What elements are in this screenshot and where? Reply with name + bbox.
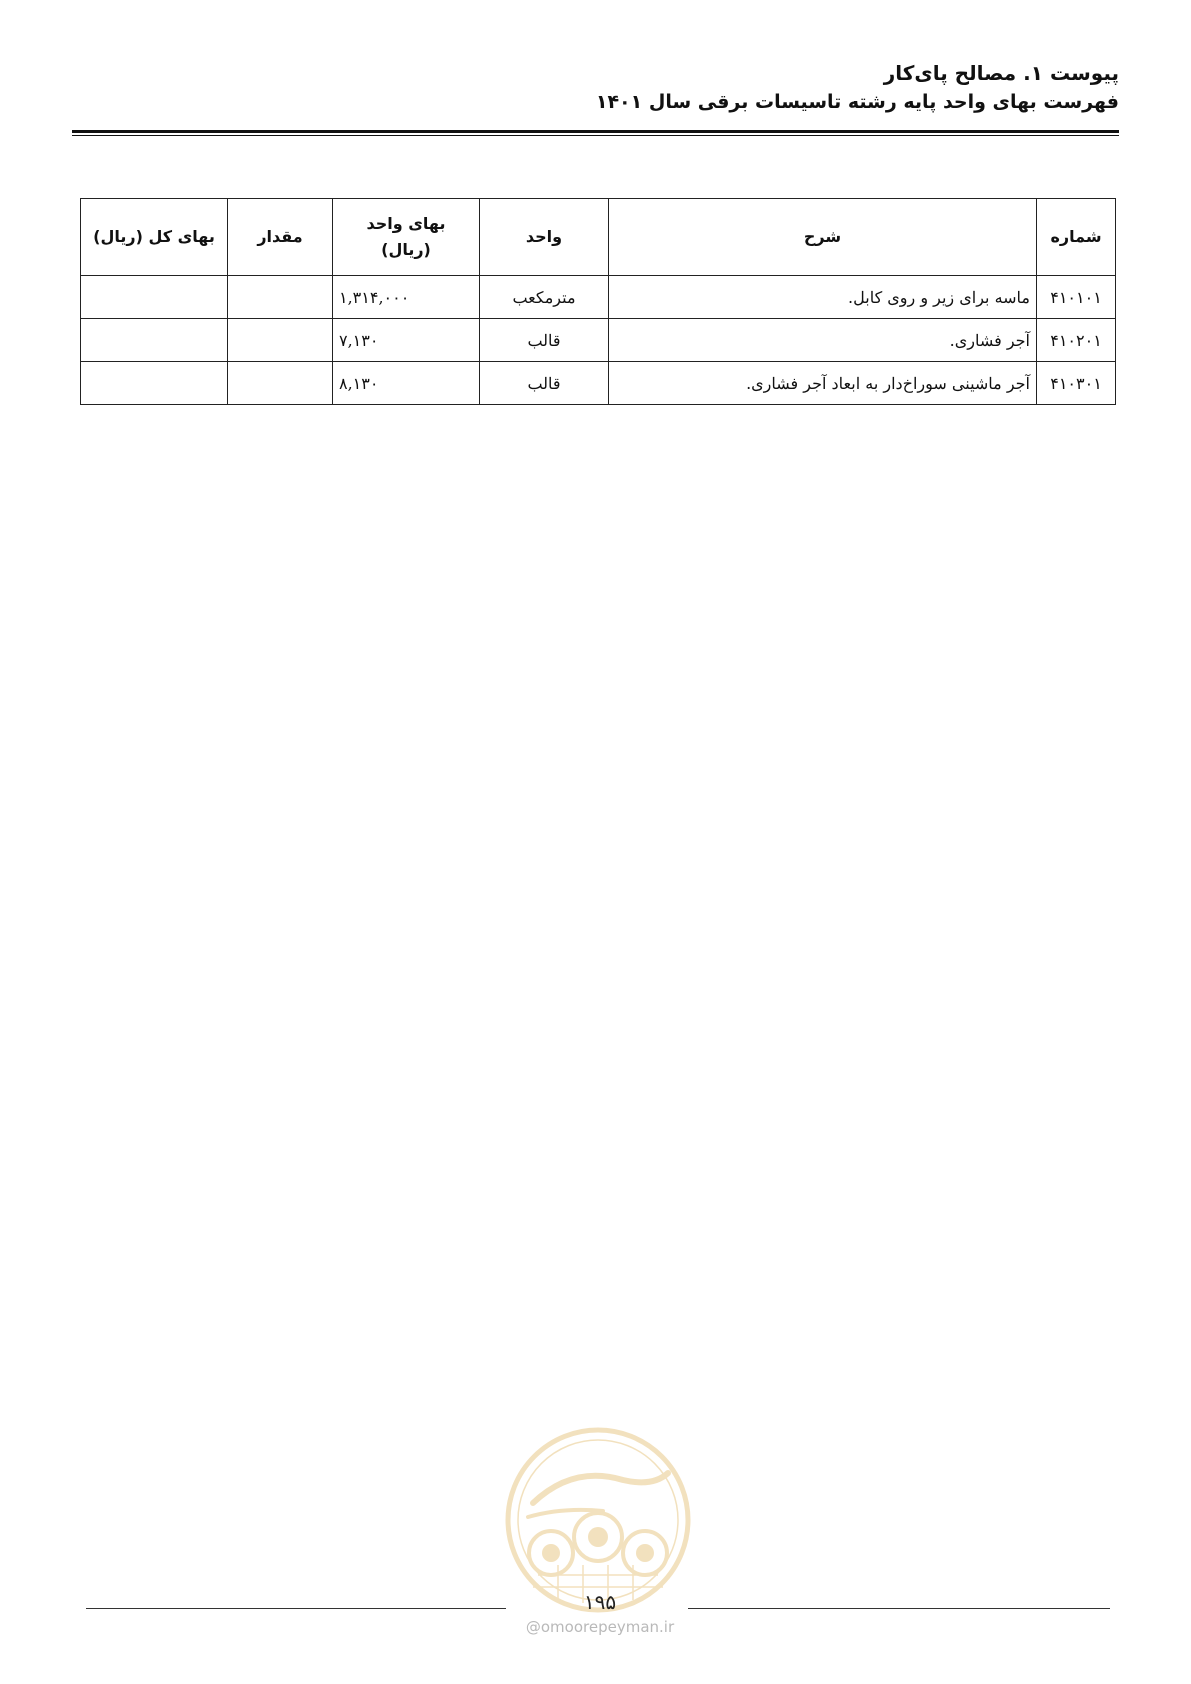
header-description: شرح	[609, 199, 1037, 276]
cell-unit-price: ۱,۳۱۴,۰۰۰	[333, 276, 480, 319]
table-row	[81, 362, 1116, 405]
website-watermark: @omoorepeyman.ir	[525, 1618, 675, 1636]
table-header-row	[81, 199, 1116, 276]
header-rule-thin	[72, 135, 1119, 136]
header-unit-price-label: بهای واحد	[366, 214, 446, 233]
cell-description: آجر فشاری.	[609, 319, 1037, 362]
header-total-price: بهای کل (ریال)	[81, 199, 228, 276]
cell-quantity	[228, 319, 333, 362]
table-row	[81, 276, 1116, 319]
cell-total-price	[81, 276, 228, 319]
cell-unit: مترمکعب	[480, 276, 609, 319]
cell-description: آجر ماشینی سوراخ‌دار به ابعاد آجر فشاری.	[609, 362, 1037, 405]
cell-quantity	[228, 276, 333, 319]
page-header	[72, 58, 1119, 116]
cell-total-price	[81, 362, 228, 405]
cell-unit: قالب	[480, 362, 609, 405]
header-rule-thick	[72, 130, 1119, 133]
cell-number: ۴۱۰۲۰۱	[1037, 319, 1116, 362]
header-unit: واحد	[480, 199, 609, 276]
header-unit-price-currency: (ریال)	[381, 240, 431, 259]
cell-total-price	[81, 319, 228, 362]
cell-unit: قالب	[480, 319, 609, 362]
footer-rule-right	[688, 1608, 1110, 1609]
header-unit-price	[333, 199, 480, 276]
cell-description: ماسه برای زیر و روی کابل.	[609, 276, 1037, 319]
header-quantity: مقدار	[228, 199, 333, 276]
cell-quantity	[228, 362, 333, 405]
footer-rule-left	[86, 1608, 506, 1609]
omoore-peyman-seal-logo	[503, 1425, 693, 1615]
header-number: شماره	[1037, 199, 1116, 276]
table-row	[81, 319, 1116, 362]
cell-number: ۴۱۰۳۰۱	[1037, 362, 1116, 405]
page-number: ۱۹۵	[583, 1590, 617, 1614]
document-title: فهرست بهای واحد پایه رشته تاسیسات برقی سال ۱۴۰۱	[595, 91, 1119, 113]
appendix-title: پیوست ۱. مصالح پای‌کار	[883, 61, 1119, 85]
cell-unit-price: ۸,۱۳۰	[333, 362, 480, 405]
cell-unit-price: ۷,۱۳۰	[333, 319, 480, 362]
cell-number: ۴۱۰۱۰۱	[1037, 276, 1116, 319]
price-list-table	[80, 198, 1116, 405]
